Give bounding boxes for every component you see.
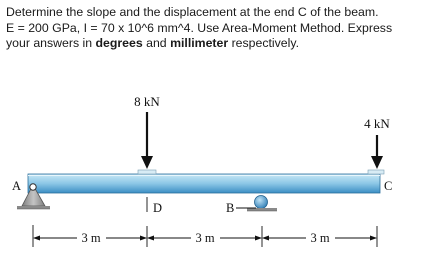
dimension-label-3: 3 m	[310, 231, 330, 245]
point-label-a: A	[12, 179, 22, 193]
problem-line-1: Determine the slope and the displacement at the end C of the beam.	[6, 5, 379, 19]
problem-line-3-end: respectively.	[228, 36, 300, 50]
problem-line-3-and: and	[142, 36, 171, 50]
roller-support-b	[247, 196, 277, 212]
beam	[28, 174, 380, 193]
problem-line-3-start: your answers in	[6, 36, 96, 50]
point-label-c: C	[384, 179, 393, 193]
load-pad-d	[138, 170, 156, 174]
dimension-label-1: 3 m	[81, 231, 101, 245]
load-arrow-d	[141, 112, 153, 169]
problem-line-2: E = 200 GPa, I = 70 x 10^6 mm^4. Use Area-Moment Method. Express	[6, 20, 393, 35]
load-arrow-c	[371, 135, 383, 169]
load-label-d: 8 kN	[134, 94, 160, 109]
units-degrees: degrees	[95, 36, 143, 50]
point-label-d: D	[153, 201, 163, 215]
load-pad-c	[368, 170, 384, 174]
units-millimeter: millimeter	[170, 36, 229, 50]
point-label-b: B	[226, 201, 235, 215]
load-label-c: 4 kN	[364, 116, 390, 131]
dimension-label-2: 3 m	[195, 231, 215, 245]
